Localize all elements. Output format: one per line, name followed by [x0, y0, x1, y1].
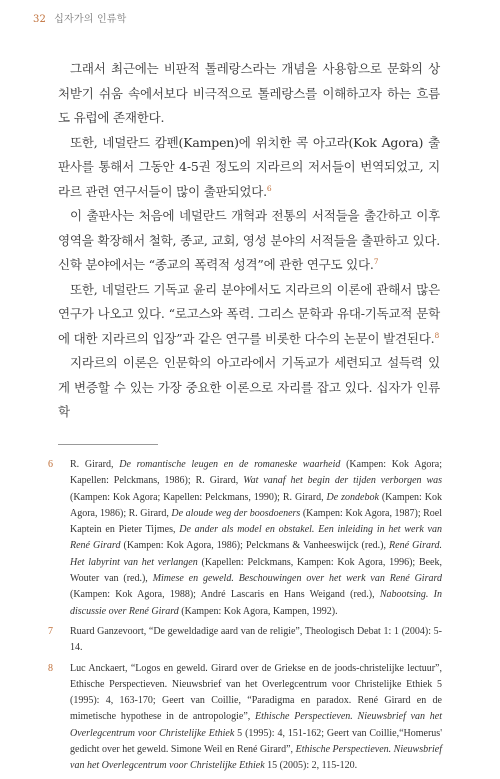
footnote-number: 6	[48, 459, 53, 470]
paragraph-text: 지라르의 이론은 인문학의 아고라에서 기독교가 세련되고 설득력 있게 변증할 수 있는 가장 중요한 이론으로 자리를 잡고 있다. 십자가 인류학	[58, 355, 440, 419]
footnote-title: Mimese en geweld. Beschouwingen over het werk van René Girard	[152, 573, 442, 585]
footnote-segment: (Kapellen: Pelckmans, Kampen: Kok Agora, 1996); Beek, Wouter van (red.),	[70, 556, 442, 585]
paragraph-4	[58, 278, 440, 352]
paragraph-5	[58, 351, 440, 425]
footnote-segment: 15 (2005): 2, 115-120.	[264, 760, 358, 772]
footnote-segment: (Kampen: Kok Agora, Kampen, 1992).	[178, 605, 338, 617]
footnote-segment: R. Girard,	[70, 459, 120, 470]
footnote-title: René Girard. Het labyrint van het verlangen	[70, 540, 442, 568]
footnote-title: De romantische leugen en de romaneske waarheid	[119, 459, 341, 470]
footnote-text	[70, 624, 442, 657]
paragraph-3	[58, 204, 440, 278]
footnote-6	[48, 457, 442, 620]
running-header	[33, 10, 127, 25]
paragraph-text: 또한, 네덜란드 캄펜(Kampen)에 위치한 콕 아고라(Kok Agora) 출판사를 통해서 그동안 4-5권 정도의 지라르의 저서들이 번역되었고, 지라르 관련 연구서들이 많이 출판되었다.	[58, 134, 440, 199]
body-text	[58, 57, 440, 425]
footnote-8	[48, 661, 442, 775]
footnote-ref-6[interactable]: 6	[266, 183, 272, 193]
footnotes	[48, 457, 442, 779]
paragraph-text: 또한, 네덜란드 기독교 윤리 분야에서도 지라르의 이론에 관해서 많은 연구가 나오고 있다. “로고스와 폭력. 그리스 문학과 유대-기독교적 문학에 대한 지라르의 입장”과 같은 연구를 비롯한 다수의 논문이 발견된다.	[58, 281, 440, 346]
footnote-text	[70, 457, 442, 620]
footnote-segment: Ruard Ganzevoort, “De geweldadige aard van de religie”, Theologisch Debat 1: 1 (2004): 5-14.	[70, 625, 442, 654]
paragraph-text: 이 출판사는 처음에 네덜란드 개혁과 전통의 서적들을 출간하고 이후 영역을 확장해서 철학, 종교, 교회, 영성 분야의 서적들을 출판하고 있다. 신학 분야에서는 “종교의 폭력적 성격”에 관한 연구도 있다.	[58, 208, 440, 272]
footnote-segment: (Kampen: Kok Agora, 1987); Roel Kaptein en Pieter Tijmes,	[70, 507, 442, 536]
footnote-text	[70, 661, 442, 775]
footnote-segment: (Kampen: Kok Agora, 1986); Pelckmans & Vanheeswijck (red.),	[120, 540, 390, 552]
footnote-segment: (Kampen: Kok Agora, 1988); André Lascaris en Hans Weigand (red.),	[70, 589, 380, 601]
page-number: 32	[33, 14, 47, 25]
footnote-title: Wat vanaf het begin der tijden verborgen was	[243, 475, 443, 487]
paragraph-text: 그래서 최근에는 비판적 톨레랑스라는 개념을 사용함으로 문화의 상처받기 쉬움 속에서보다 비극적으로 톨레랑스를 이해하고자 하는 흐름도 유럽에 존재한다.	[58, 61, 440, 125]
footnote-segment: (Kampen: Kok Agora; Kapellen: Pelckmans, 1986); R. Girard,	[70, 459, 442, 487]
footnote-title: De aloude weg der boosdoeners	[171, 507, 301, 519]
footnote-title: Ethische Perspectieven. Nieuwsbrief van het Overlegcentrum voor Christelijke Ethiek	[70, 711, 443, 739]
footnote-title: Ethische Perspectieven. Nieuwsbrief van het Overlegcentrum voor Christelijke Ethiek	[70, 744, 442, 772]
footnote-number: 8	[48, 662, 53, 674]
footnote-title: Nabootsing. In discussie over René Girard	[70, 589, 442, 617]
footnote-segment: 5 (1995): 4, 151-162; Geert van Coillie,“Homerus' gedicht over het geweld. Simone Weil en René Girard”,	[70, 727, 442, 756]
footnote-7	[48, 624, 442, 657]
paragraph-2	[58, 131, 440, 205]
footnote-segment: Luc Anckaert, “Logos en geweld. Girard over de Griekse en de joods-christelijke lectuur”, Ethische Perspectieven. Nieuwsbrief van het Overlegcentrum voor Christelijke Ethiek 5 (1995): 4, 163-170; Geert van Coillie, “Paradigma en paradox. René Girard en de mimetische hypothese in de antropologie”,	[70, 662, 442, 723]
footnote-title: De zondebok	[326, 491, 379, 503]
paragraph-1	[58, 57, 440, 131]
footnote-ref-7[interactable]: 7	[373, 256, 379, 266]
footnote-segment: (Kampen: Kok Agora, 1986); R. Girard,	[70, 491, 442, 519]
footnote-divider	[58, 444, 158, 445]
footnote-ref-8[interactable]: 8	[434, 330, 440, 340]
footnote-number: 7	[48, 625, 53, 637]
running-title: 십자가의 인류학	[54, 14, 127, 25]
footnote-title: De ander als model en obstakel. Een inleiding in het werk van René Girard	[70, 524, 442, 552]
footnote-segment: (Kampen: Kok Agora; Kapellen: Pelckmans, 1990); R. Girard,	[70, 491, 327, 503]
